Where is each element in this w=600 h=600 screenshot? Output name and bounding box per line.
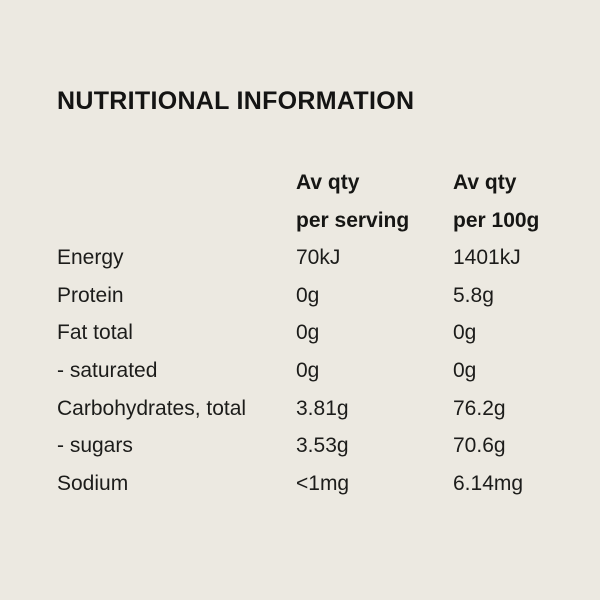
table-row-fat-total	[57, 314, 580, 352]
value-per-100g: 0g	[453, 321, 477, 345]
value-per-100g: 6.14mg	[453, 471, 524, 495]
row-label: Sodium	[57, 471, 129, 495]
value-per-100g: 76.2g	[453, 396, 506, 420]
nutrition-table	[57, 164, 580, 502]
table-header-line-2	[57, 202, 580, 240]
value-per-100g: 70.6g	[453, 434, 506, 458]
value-per-serving: 0g	[296, 283, 320, 307]
value-per-serving: 3.81g	[296, 396, 349, 420]
value-per-serving: 0g	[296, 358, 320, 382]
row-label: - saturated	[57, 358, 158, 382]
header-per-serving-line2: per serving	[296, 208, 410, 232]
value-per-100g: 5.8g	[453, 283, 494, 307]
value-per-serving: 0g	[296, 321, 320, 345]
table-header-line-1	[57, 164, 580, 202]
table-row-sodium	[57, 465, 580, 503]
header-per-100g-line2: per 100g	[453, 208, 540, 232]
row-label: Energy	[57, 246, 124, 270]
row-label: Fat total	[57, 321, 133, 345]
header-spacer	[57, 164, 296, 202]
row-label: - sugars	[57, 434, 133, 458]
table-row-energy	[57, 239, 580, 277]
header-spacer	[57, 202, 296, 240]
value-per-serving: 3.53g	[296, 434, 349, 458]
value-per-serving: 70kJ	[296, 246, 341, 270]
row-label: Carbohydrates, total	[57, 396, 247, 420]
value-per-100g: 0g	[453, 358, 477, 382]
value-per-serving: <1mg	[296, 471, 350, 495]
panel-title: NUTRITIONAL INFORMATION	[57, 87, 415, 115]
value-per-100g: 1401kJ	[453, 246, 521, 270]
table-row-saturated	[57, 352, 580, 390]
header-per-100g-line1: Av qty	[453, 171, 517, 194]
table-row-sugars	[57, 427, 580, 465]
table-row-carbohydrates	[57, 390, 580, 428]
table-row-protein	[57, 277, 580, 315]
header-per-serving-line1: Av qty	[296, 171, 360, 194]
row-label: Protein	[57, 283, 124, 307]
